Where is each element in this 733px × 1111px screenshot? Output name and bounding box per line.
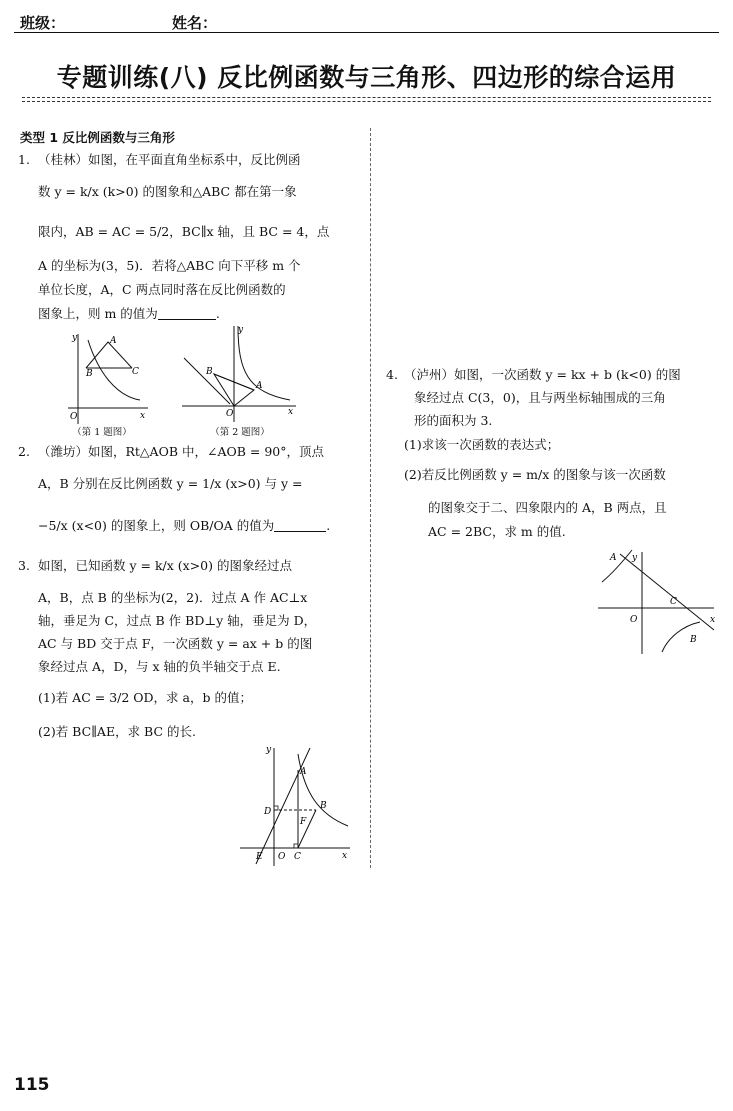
question-text: 形的面积为 3. [414,413,493,428]
question-text: 限内，AB = AC = 5/2，BC∥x 轴，且 BC = 4，点 [38,224,330,239]
punctuation: . [326,518,331,533]
x-axis-label: x [710,615,716,625]
question-part-2: (2)若 BC∥AE，求 BC 的长. [38,724,196,739]
x-axis-label: x [140,411,146,421]
question-text-part: 图象上，则 m 的值为 [38,306,158,321]
point-c-label: C [670,597,677,607]
question-part-1: (1)若 AC = 3/2 OD，求 a，b 的值； [38,690,252,705]
figure-2-caption: （第 2 题图） [210,427,270,438]
figure-4-diagram [596,546,720,658]
y-axis-label: y [632,553,638,563]
question-number: 2. [18,444,30,459]
origin-label: O [70,412,78,422]
y-axis-label: y [266,745,272,755]
question-text: 单位长度，A，C 两点同时落在反比例函数的 [38,282,286,297]
point-c-label: C [294,852,301,862]
question-text [38,306,220,322]
origin-label: O [226,409,234,419]
point-a-label: A [110,336,117,346]
answer-blank [158,319,216,320]
question-number: 1. [18,152,30,167]
question-number: 3. [18,558,30,573]
figure-1-caption: （第 1 题图） [72,427,132,438]
page-number: 115 [14,1075,50,1095]
question-text-part: −5/x (x<0) 的图象上，则 OB/OA 的值为 [38,518,275,533]
origin-label: O [630,615,638,625]
point-c-label: C [132,367,139,377]
point-b-label: B [320,801,327,811]
x-axis-label: x [288,407,294,417]
point-a-label: A [610,553,617,563]
question-text: AC 与 BD 交于点 F，一次函数 y = ax + b 的图 [38,636,313,651]
question-text: 如图，已知函数 y = k/x (x>0) 的图象经过点 [38,558,292,573]
question-text: A，B 分别在反比例函数 y = 1/x (x>0) 与 y = [38,476,303,491]
question-text: A 的坐标为(3，5)．若将△ABC 向下平移 m 个 [38,258,301,273]
question-part-2: (2)若反比例函数 y = m/x 的图象与该一次函数 [404,467,666,482]
title-rule-bottom [22,101,711,102]
question-text: 象经过点 C(3，0)，且与两坐标轴围成的三角 [414,390,666,405]
page-title: 专题训练(八) 反比例函数与三角形、四边形的综合运用 [56,63,677,92]
figure-1-diagram [60,328,150,428]
title-rule-top [22,97,711,98]
question-text: （潍坊）如图，Rt△AOB 中，∠AOB = 90°，顶点 [38,444,324,459]
section-heading: 类型 1 反比例函数与三角形 [20,130,175,145]
class-label: 班级： [20,14,66,32]
point-e-label: E [256,852,263,862]
answer-blank [274,531,326,532]
question-text [38,518,330,534]
question-text: （泸州）如图，一次函数 y = kx + b (k<0) 的图 [404,367,681,382]
question-part-2: AC = 2BC，求 m 的值. [428,524,566,539]
point-f-label: F [300,817,307,827]
question-text: 数 y = k/x (k>0) 的图象和△ABC 都在第一象 [38,184,297,199]
question-part-1: (1)求该一次函数的表达式； [404,437,560,452]
figure-3-diagram [238,742,358,868]
x-axis-label: x [342,851,348,861]
figure-2-diagram [180,322,302,426]
point-b-label: B [86,369,93,379]
question-part-2: 的图象交于二、四象限内的 A，B 两点，且 [428,500,667,515]
question-number: 4. [386,367,398,382]
point-b-label: B [690,635,697,645]
point-a-label: A [300,767,307,777]
question-text: A，B，点 B 的坐标为(2，2)．过点 A 作 AC⊥x [38,590,308,605]
origin-label: O [278,852,286,862]
question-text: 轴，垂足为 C，过点 B 作 BD⊥y 轴，垂足为 D， [38,613,317,628]
y-axis-label: y [72,333,78,343]
question-text: 象经过点 A，D，与 x 轴的负半轴交于点 E. [38,659,281,674]
point-b-label: B [206,367,213,377]
y-axis-label: y [238,325,244,335]
question-text: （桂林）如图，在平面直角坐标系中，反比例函 [38,152,301,167]
point-d-label: D [264,807,272,817]
punctuation: . [215,306,220,321]
header-rule [14,32,719,33]
name-label: 姓名： [172,14,218,32]
point-a-label: A [256,381,263,391]
column-divider [370,128,371,868]
